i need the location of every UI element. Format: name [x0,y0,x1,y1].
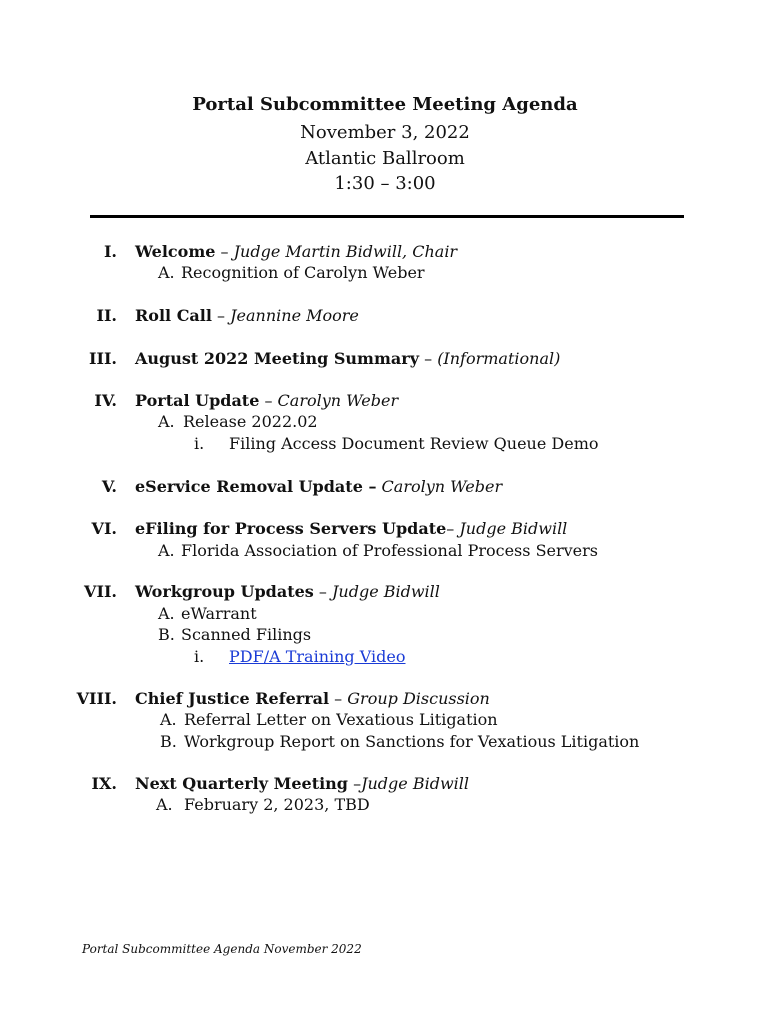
item-title: eFiling for Process Servers Update [135,519,447,538]
item-separator: – [259,391,278,410]
item-separator: – [313,582,332,601]
page-title: Portal Subcommittee Meeting Agenda [192,94,578,115]
sub-label: A. [156,795,173,814]
item-separator: – [211,306,231,325]
meeting-time: 1:30 – 3:00 [334,173,436,194]
sub-label: A. [158,541,175,560]
item-presenter: Judge Martin Bidwill, Chair [233,242,458,261]
sub-sub-item-text: Filing Access Document Review Queue Demo [229,434,599,453]
item-presenter: Jeannine Moore [230,306,359,325]
item-separator: – [419,349,438,368]
sub-sub-label: i. [194,647,205,666]
sub-item-text: Workgroup Report on Sanctions for Vexatious Litigation [184,732,640,751]
item-heading [135,581,440,603]
item-number: II. [96,306,117,325]
sub-item-text: Scanned Filings [181,625,312,644]
item-heading [135,241,457,263]
item-number: I. [103,242,117,261]
meeting-location: Atlantic Ballroom [305,148,465,169]
sub-item-text: Recognition of Carolyn Weber [181,263,425,282]
sub-label: B. [158,625,175,644]
sub-item-text: Release 2022.02 [183,412,318,431]
item-title: August 2022 Meeting Summary [135,349,420,368]
item-number: VII. [84,582,117,601]
page-footer: Portal Subcommittee Agenda November 2022 [82,942,362,956]
item-presenter: (Informational) [437,349,561,368]
sub-label: A. [158,263,175,282]
item-heading [135,390,398,412]
sub-label: B. [160,732,177,751]
sub-item-text: eWarrant [181,604,257,623]
item-presenter: Judge Bidwill [331,582,440,601]
item-separator: – [329,689,348,708]
item-presenter: Judge Bidwill [361,774,469,793]
item-heading [135,348,560,370]
item-heading [135,305,359,327]
item-number: III. [88,349,117,368]
sub-label: A. [160,710,177,729]
sub-item-text: February 2, 2023, TBD [184,795,370,814]
sub-label: A. [158,604,175,623]
agenda-item-efiling-process-servers [0,518,770,540]
item-number: IX. [91,774,117,793]
item-title: eService Removal Update – [135,477,377,496]
item-title: Workgroup Updates [135,582,314,601]
item-presenter: Group Discussion [347,689,490,708]
item-title: Welcome [135,242,216,261]
sub-item-text: Referral Letter on Vexatious Litigation [184,710,498,729]
header-divider [90,215,684,218]
pdfa-training-video-link[interactable]: PDF/A Training Video [229,647,406,666]
agenda-item-meeting-summary [0,348,770,370]
item-separator: – [446,519,460,538]
item-number: V. [101,477,117,496]
sub-item-text: Florida Association of Professional Process Servers [181,541,599,560]
item-presenter: Carolyn Weber [381,477,503,496]
item-title: Roll Call [135,306,212,325]
item-presenter: Carolyn Weber [277,391,399,410]
item-number: IV. [94,391,117,410]
item-heading [135,476,502,498]
item-heading [135,688,490,710]
item-title: Next Quarterly Meeting [135,774,348,793]
item-presenter: Judge Bidwill [459,519,568,538]
sub-label: A. [158,412,175,431]
item-heading [135,518,567,540]
agenda-item-roll-call [0,305,770,327]
sub-sub-label: i. [194,434,205,453]
item-title: Chief Justice Referral [135,689,330,708]
agenda-item-welcome [0,241,770,263]
meeting-date: November 3, 2022 [300,122,470,143]
item-number: VIII. [76,689,117,708]
item-separator: – [347,774,362,793]
agenda-item-portal-update [0,390,770,412]
agenda-item-chief-justice-referral [0,688,770,710]
item-number: VI. [91,519,117,538]
agenda-item-next-quarterly-meeting [0,773,770,795]
item-title: Portal Update [135,391,260,410]
agenda-item-workgroup-updates [0,581,770,603]
item-heading [135,773,469,795]
item-separator: – [215,242,234,261]
agenda-item-eservice-removal [0,476,770,498]
